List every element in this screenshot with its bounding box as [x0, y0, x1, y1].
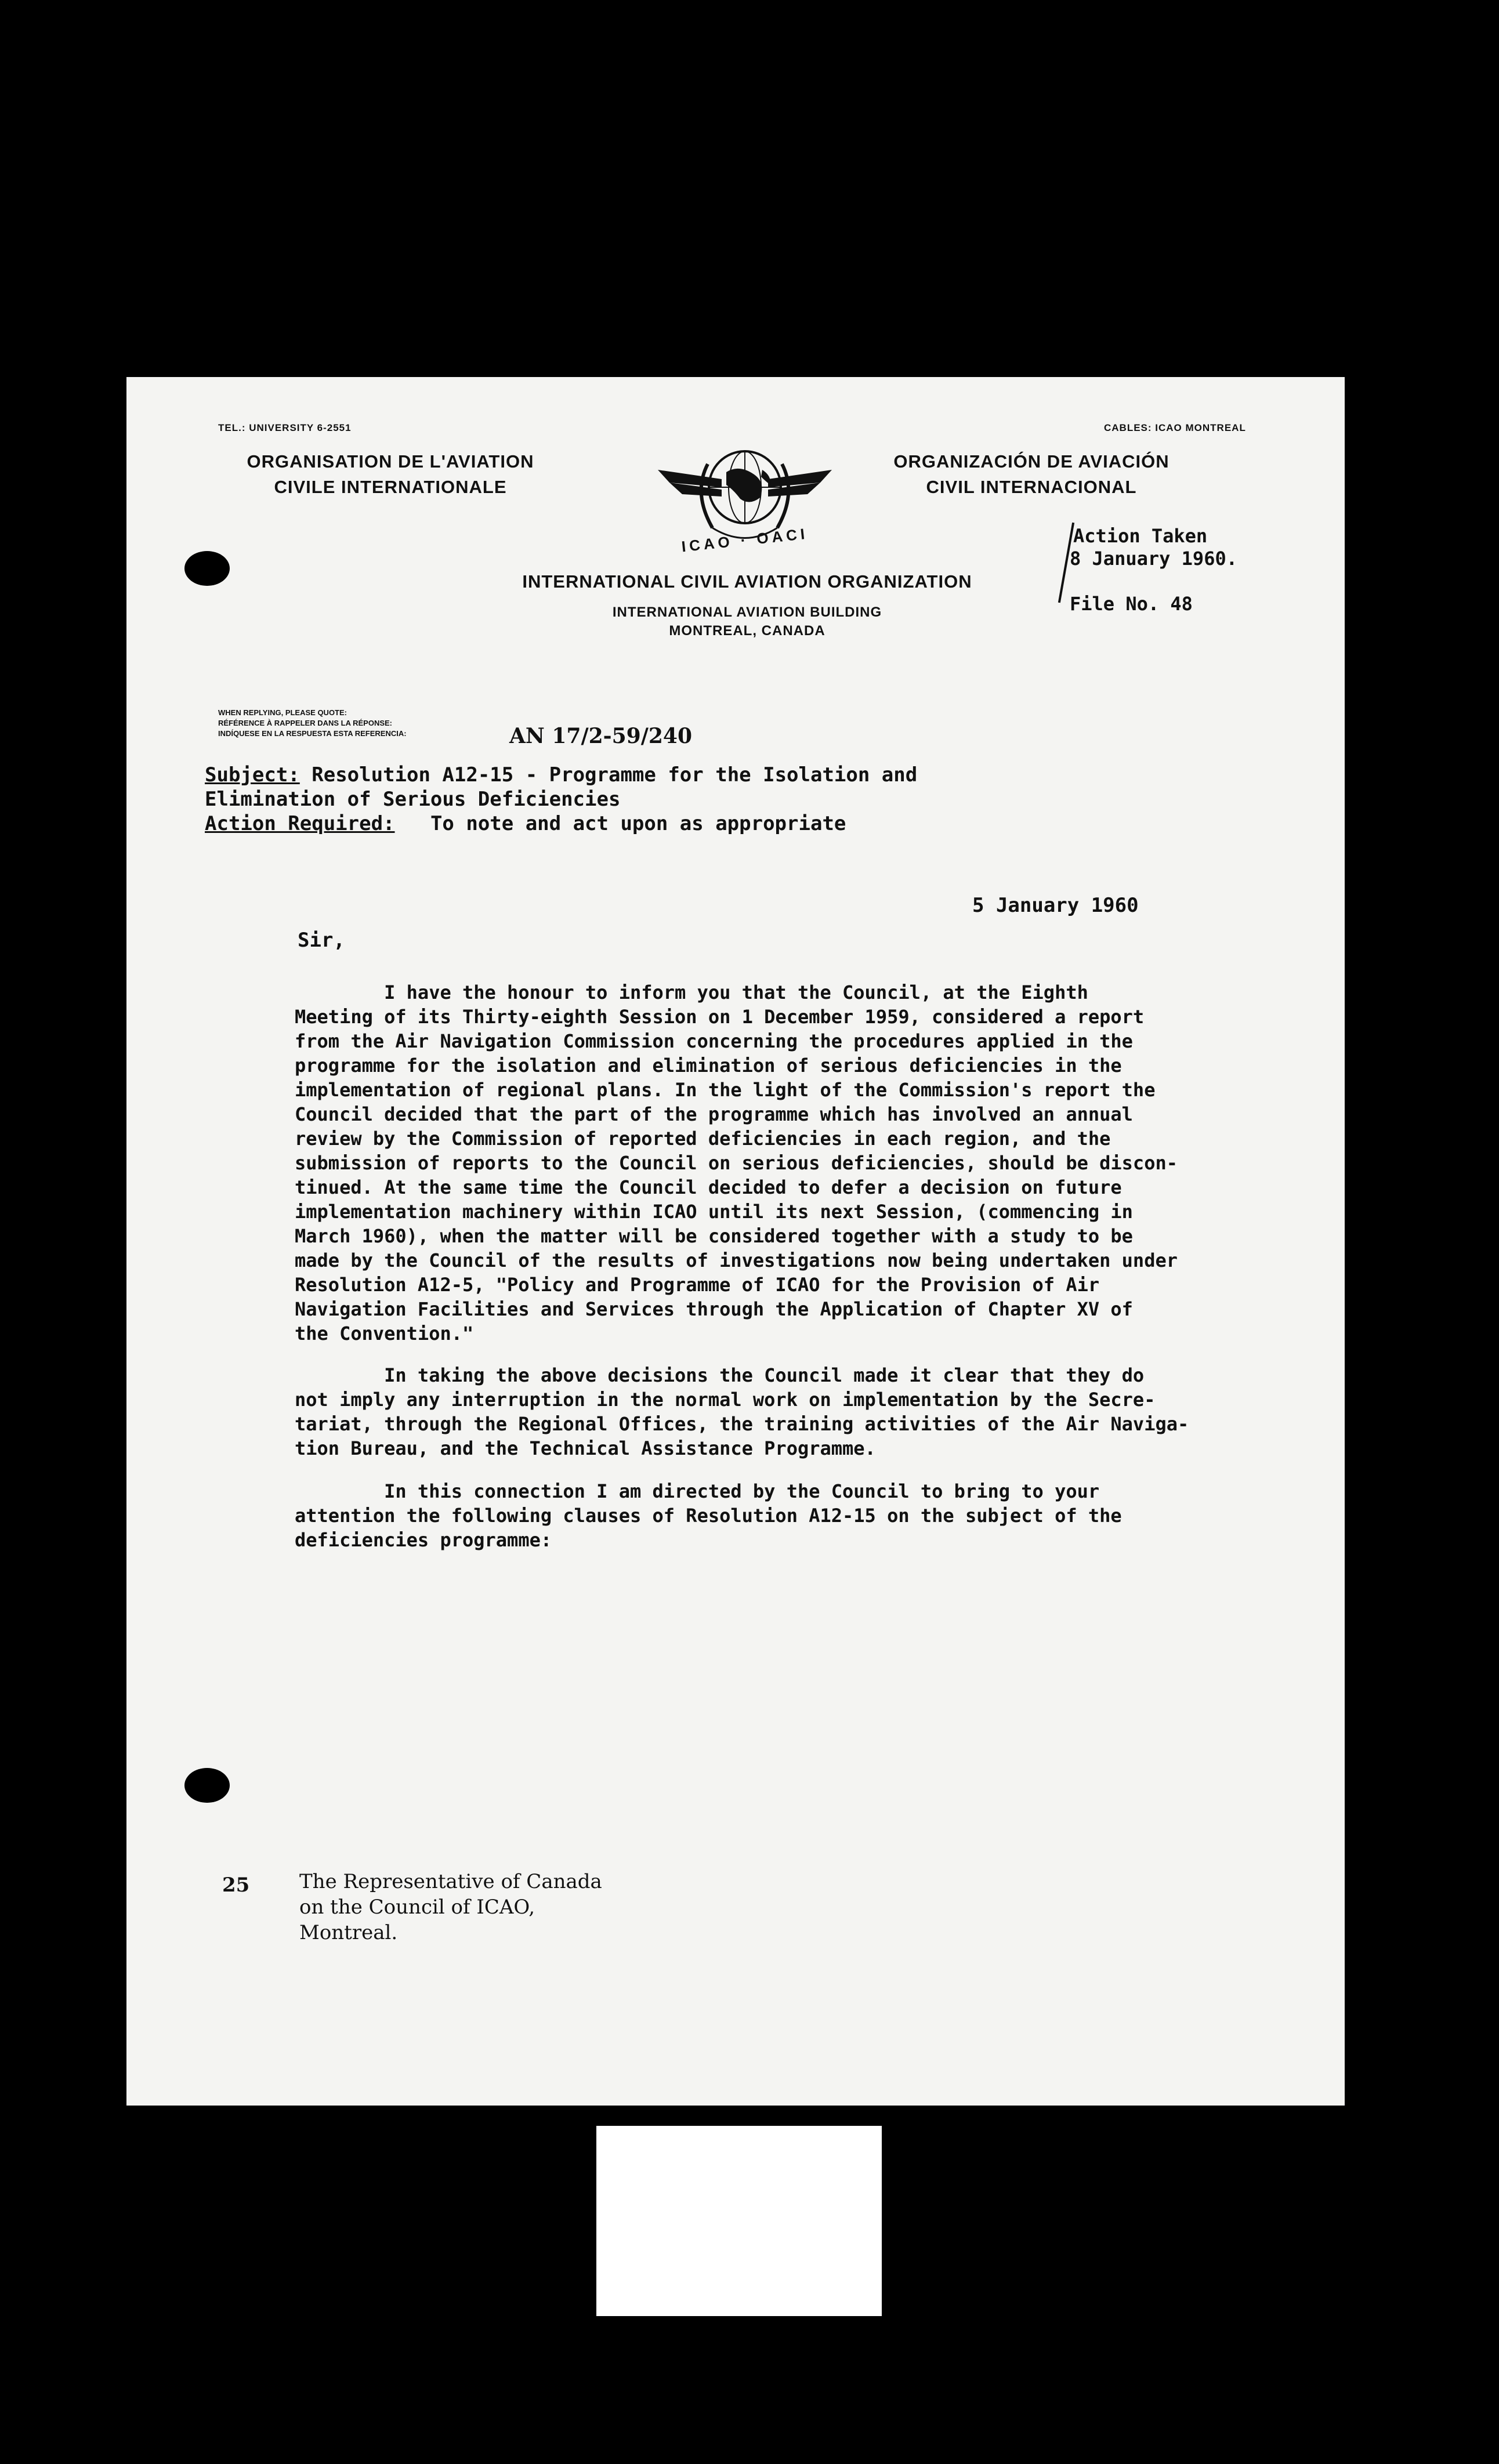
paragraph-2-line: tion Bureau, and the Technical Assistance Programme.: [295, 1437, 876, 1459]
punch-hole-bottom: [184, 1768, 230, 1803]
letter-page: [126, 377, 1345, 2106]
file-number: File No. 48: [1070, 593, 1193, 615]
paragraph-1-line: made by the Council of the results of investigations now being undertaken under: [295, 1249, 1178, 1271]
addressee-line-1: The Representative of Canada: [299, 1870, 602, 1893]
paragraph-1: [295, 980, 1178, 1346]
subject-line-1: [205, 763, 917, 787]
action-taken-date: 8 January 1960.: [1070, 548, 1237, 570]
paragraph-3-line: deficiencies programme:: [295, 1529, 552, 1551]
subject-label: Subject:: [205, 763, 300, 787]
action-required-label: Action Required:: [205, 812, 395, 835]
org-name-spanish-line1: ORGANIZACIÓN DE AVIACIÓN: [893, 451, 1169, 472]
org-name-french-line2: CIVILE INTERNATIONALE: [274, 477, 507, 497]
paragraph-1-line: the Convention.": [295, 1322, 474, 1345]
action-required-line: [205, 811, 917, 836]
paragraph-1-line: Resolution A12-5, "Policy and Programme of ICAO for the Provision of Air: [295, 1274, 1100, 1296]
paragraph-2-line: tariat, through the Regional Offices, the training activities of the Air Naviga-: [295, 1413, 1189, 1435]
addressee-block: [299, 1869, 602, 1945]
org-name-spanish-line2: CIVIL INTERNACIONAL: [926, 477, 1137, 497]
paragraph-1-line: submission of reports to the Council on serious deficiencies, should be discon-: [295, 1152, 1178, 1174]
telephone-line: TEL.: UNIVERSITY 6-2551: [218, 422, 352, 433]
reference-number: AN 17/2-59/240: [509, 724, 692, 748]
paragraph-2-line: In taking the above decisions the Council made it clear that they do: [295, 1364, 1145, 1386]
paragraph-3-line: In this connection I am directed by the Council to bring to your: [295, 1480, 1100, 1502]
org-name-french-line1: ORGANISATION DE L'AVIATION: [247, 451, 534, 472]
addressee-line-2: on the Council of ICAO,: [299, 1896, 535, 1919]
reference-labels: [218, 708, 407, 739]
paragraph-3: [295, 1479, 1122, 1552]
reference-label-es: INDÍQUESE EN LA RESPUESTA ESTA REFERENCIA:: [218, 729, 407, 738]
microfilm-label-box: [596, 2126, 882, 2316]
building-name: INTERNATIONAL AVIATION BUILDING: [612, 604, 882, 620]
punch-hole-top: [184, 551, 230, 586]
paragraph-1-line: Council decided that the part of the programme which has involved an annual: [295, 1103, 1133, 1125]
subject-text-1: Resolution A12-15 - Programme for the Isolation and: [312, 763, 918, 787]
letter-date: 5 January 1960: [972, 894, 1139, 917]
subject-block: [205, 763, 917, 836]
reference-label-en: WHEN REPLYING, PLEASE QUOTE:: [218, 708, 347, 717]
city-name: MONTREAL, CANADA: [669, 623, 825, 639]
action-taken-label: Action Taken: [1073, 525, 1208, 547]
icao-emblem: [652, 429, 838, 568]
paragraph-2-line: not imply any interruption in the normal work on implementation by the Secre-: [295, 1389, 1156, 1411]
icao-emblem-text: ICAO · OACI: [680, 524, 809, 556]
org-name-english: INTERNATIONAL CIVIL AVIATION ORGANIZATION: [522, 571, 972, 592]
paragraph-1-line: Navigation Facilities and Services through the Application of Chapter XV of: [295, 1298, 1133, 1320]
paragraph-1-line: tinued. At the same time the Council decided to defer a decision on future: [295, 1176, 1122, 1198]
subject-text-2: Elimination of Serious Deficiencies: [205, 788, 621, 811]
cables-line: CABLES: ICAO MONTREAL: [1104, 422, 1246, 433]
paragraph-1-line: programme for the isolation and elimination of serious deficiencies in the: [295, 1055, 1122, 1077]
paragraph-1-line: review by the Commission of reported deficiencies in each region, and the: [295, 1128, 1111, 1150]
paragraph-1-line: Meeting of its Thirty-eighth Session on 1 December 1959, considered a report: [295, 1006, 1145, 1028]
org-name-spanish: [863, 451, 1200, 498]
paragraph-2: [295, 1363, 1189, 1461]
salutation: Sir,: [298, 929, 345, 952]
paragraph-1-line: I have the honour to inform you that the Council, at the Eighth: [295, 981, 1088, 1003]
org-name-french: [219, 451, 562, 498]
paragraph-3-line: attention the following clauses of Resolution A12-15 on the subject of the: [295, 1505, 1122, 1527]
paragraph-1-line: implementation machinery within ICAO until its next Session, (commencing in: [295, 1201, 1133, 1223]
addressee-line-3: Montreal.: [299, 1921, 398, 1944]
reference-label-fr: RÉFÉRENCE À RAPPELER DANS LA RÉPONSE:: [218, 719, 392, 727]
paragraph-1-line: implementation of regional plans. In the light of the Commission's report the: [295, 1079, 1156, 1101]
page-number: 25: [222, 1874, 250, 1897]
paragraph-1-line: from the Air Navigation Commission concerning the procedures applied in the: [295, 1030, 1133, 1052]
paragraph-1-line: March 1960), when the matter will be considered together with a study to be: [295, 1225, 1133, 1247]
action-required-text: To note and act upon as appropriate: [430, 812, 846, 835]
